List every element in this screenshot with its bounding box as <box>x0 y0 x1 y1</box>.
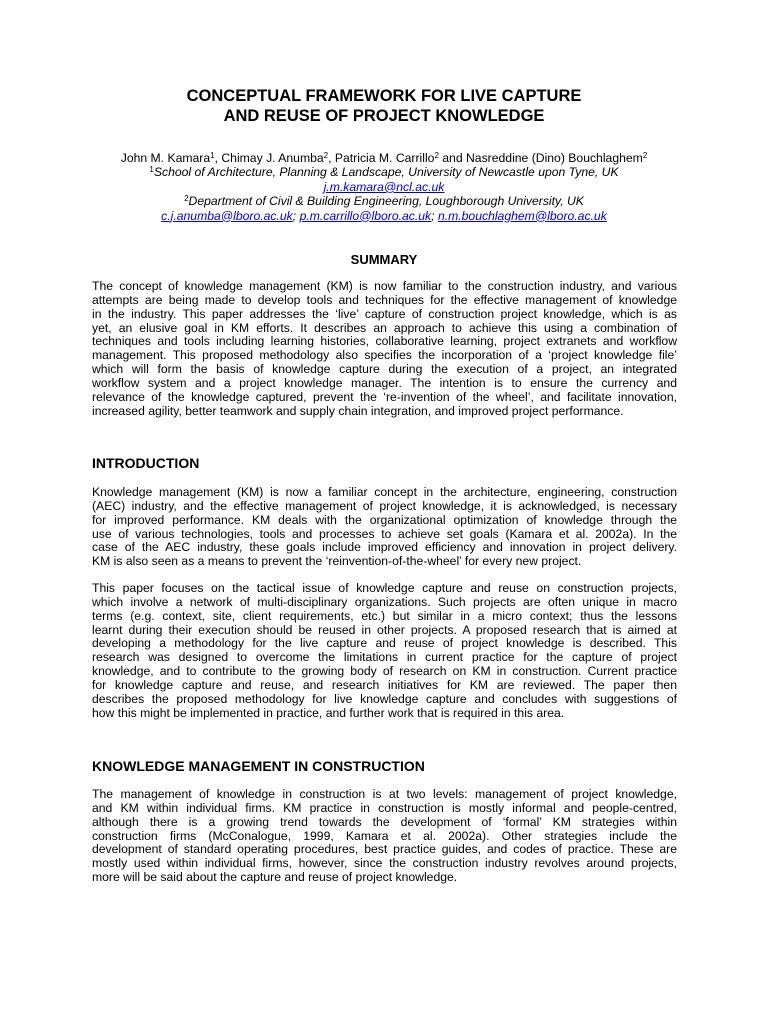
affiliation-2 <box>0 194 768 208</box>
text-line: This paper focuses on the tactical issue of knowledge capture and reuse on construction projects, <box>92 581 677 595</box>
text-line: learnt during their execution should be reused in other projects. A proposed research that is aimed at <box>92 622 677 637</box>
email-separator: ; <box>431 208 438 223</box>
text-line: (AEC) industry, and the effective management of project knowledge, it is acknowledged, is necessary <box>92 498 677 513</box>
author-sup: 2 <box>323 151 329 160</box>
text-line: and KM within individual firms. KM practice in construction is mostly informal and people-centred, <box>92 800 677 815</box>
author-block <box>0 151 768 223</box>
text-line: terms (e.g. context, site, client requirements, etc.) but similar in a micro context; thus the lessons <box>92 608 677 623</box>
title-line-2: AND REUSE OF PROJECT KNOWLEDGE <box>223 107 545 125</box>
text-line: in the industry. This paper addresses the ‘live’ capture of construction project knowledge, which is as <box>92 306 677 321</box>
email-link-anumba[interactable]: c.j.anumba@lboro.ac.uk <box>161 208 293 223</box>
text-line: increased agility, better teamwork and supply chain integration, and improved project performance. <box>92 403 624 418</box>
summary-paragraph <box>92 280 677 418</box>
text-line: how this might be implemented in practice, and further work that is required in this area. <box>92 705 565 720</box>
email-separator: ; <box>292 208 300 223</box>
paper-title <box>0 86 768 126</box>
email-link-carrillo[interactable]: p.m.carrillo@lboro.ac.uk <box>299 208 432 223</box>
affiliation-sup: 2 <box>184 194 189 204</box>
text-line: The management of knowledge in construction is at two levels: management of project knowledge, <box>92 787 677 801</box>
author-bouchlaghem: and Nasreddine (Dino) Bouchlaghem <box>438 151 643 165</box>
summary-heading: SUMMARY <box>350 252 418 267</box>
text-line: describes the proposed methodology for live knowledge capture and concludes with suggestions of <box>92 691 677 706</box>
text-line: techniques and tools including learning histories, collaborative learning, project extranets and workflow <box>92 334 677 349</box>
affiliation-2-text: Department of Civil & Building Engineering, Loughborough University, UK <box>188 194 584 209</box>
introduction-paragraph-1 <box>92 486 677 569</box>
text-line: although there is a growing trend towards the development of ‘formal’ KM strategies within <box>92 814 677 829</box>
text-line: use of various technologies, tools and processes to achieve set goals (Kamara et al. 2002a). In the <box>92 526 677 541</box>
text-line: relevance of the knowledge captured, prevent the ‘re-invention of the wheel’, and facilitate innovation, <box>92 389 677 404</box>
text-line: developing a methodology for the live capture and reuse of project knowledge is described. This <box>92 636 677 651</box>
author-carrillo: , Patricia M. Carrillo <box>328 151 435 165</box>
author-sup: 2 <box>434 151 439 160</box>
text-line: for improved performance. KM deals with the organizational optimization of knowledge through the <box>92 512 677 527</box>
text-line: workflow system and a project knowledge manager. The intention is to ensure the currency and <box>92 375 677 390</box>
text-line: case of the AEC industry, these goals include improved efficiency and innovation in project delivery. <box>92 540 677 555</box>
text-line: The concept of knowledge management (KM) is now familiar to the construction industry, and various <box>92 279 677 293</box>
text-line: mostly used within individual firms, however, since the construction industry revolves around projects, <box>92 856 677 871</box>
introduction-heading: INTRODUCTION <box>92 455 200 471</box>
affiliation-2-email-line <box>0 209 768 223</box>
text-line: research was designed to overcome the limitations in current practice for the capture of project <box>92 650 677 665</box>
text-line: which involve a network of multi-disciplinary organizations. Such projects are often unique in macro <box>92 594 677 609</box>
text-line: Knowledge management (KM) is now a familiar concept in the architecture, engineering, construction <box>92 485 677 499</box>
km-construction-heading: KNOWLEDGE MANAGEMENT IN CONSTRUCTION <box>92 758 425 774</box>
author-sup: 2 <box>642 151 648 160</box>
email-link-kamara[interactable]: j.m.kamara@ncl.ac.uk <box>323 179 445 194</box>
text-line: attempts are being made to develop tools and techniques for the effective management of knowledge <box>92 292 677 307</box>
title-line-1: CONCEPTUAL FRAMEWORK FOR LIVE CAPTURE <box>186 87 582 105</box>
affiliation-sup: 1 <box>149 165 154 175</box>
text-line: KM is also seen as a means to prevent the ‘reinvention-of-the-wheel’ for every new project. <box>92 554 582 569</box>
text-line: construction firms (McConalogue, 1999, Kamara et al. 2002a). Other strategies include the <box>92 828 677 843</box>
text-line: yet, an elusive goal in KM efforts. It describes an approach to achieve this using a combination of <box>92 320 677 335</box>
affiliation-1-text: School of Architecture, Planning & Landscape, University of Newcastle upon Tyne, UK <box>153 165 619 180</box>
km-construction-paragraph-1 <box>92 788 677 885</box>
text-line: management. This proposed methodology also specifies the incorporation of a ‘project knowledge file’ <box>92 348 677 363</box>
author-list <box>0 151 768 165</box>
text-line: which will form the basis of knowledge capture during the execution of a project, an integrated <box>92 362 677 377</box>
author-anumba: , Chimay J. Anumba <box>214 151 324 165</box>
text-line: development of standard operating procedures, best practice guides, and codes of practice. These are <box>92 842 677 857</box>
text-line: more will be said about the capture and reuse of project knowledge. <box>92 870 458 885</box>
author-kamara: John M. Kamara <box>120 151 211 165</box>
author-sup: 1 <box>210 151 215 160</box>
introduction-paragraph-2 <box>92 582 677 720</box>
text-line: for knowledge capture and reuse, and research initiatives for KM are reviewed. The paper then <box>92 677 677 692</box>
affiliation-1 <box>0 165 768 179</box>
text-line: knowledge, and to contribute to the growing body of research on KM in construction. Current practice <box>92 664 677 679</box>
email-link-bouchlaghem[interactable]: n.m.bouchlaghem@lboro.ac.uk <box>437 208 607 223</box>
affiliation-1-email-line <box>0 180 768 194</box>
